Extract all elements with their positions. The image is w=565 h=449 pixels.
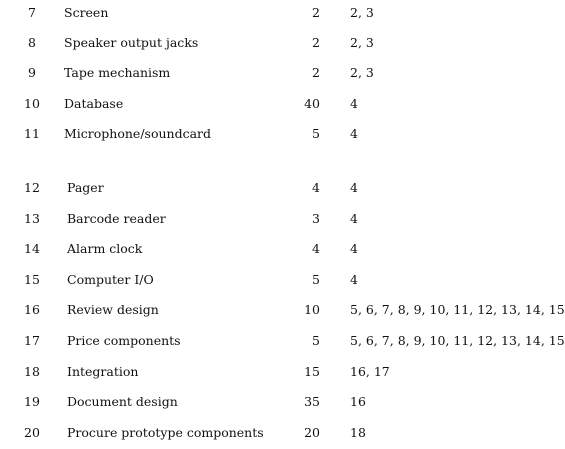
task-predecessors: 2, 3 bbox=[350, 35, 374, 50]
task-number: 8 bbox=[28, 35, 36, 50]
task-name: Database bbox=[64, 96, 124, 111]
task-duration: 2 bbox=[312, 65, 320, 80]
task-number: 19 bbox=[24, 394, 40, 409]
table-row bbox=[0, 178, 522, 198]
task-duration: 2 bbox=[312, 35, 320, 50]
task-duration: 4 bbox=[312, 180, 320, 195]
task-duration: 35 bbox=[304, 394, 320, 409]
task-name: Pager bbox=[67, 180, 104, 195]
task-number: 7 bbox=[28, 5, 36, 20]
task-number: 16 bbox=[24, 302, 40, 317]
task-predecessors: 16, 17 bbox=[350, 364, 390, 379]
task-duration: 5 bbox=[312, 126, 320, 141]
task-name: Review design bbox=[67, 302, 159, 317]
table-row bbox=[0, 331, 565, 351]
task-duration: 3 bbox=[312, 211, 320, 226]
task-name: Procure prototype components bbox=[67, 425, 264, 440]
task-predecessors: 4 bbox=[350, 272, 358, 287]
task-number: 11 bbox=[24, 126, 40, 141]
task-number: 10 bbox=[24, 96, 40, 111]
task-name: Microphone/soundcard bbox=[64, 126, 212, 141]
task-name: Tape mechanism bbox=[64, 65, 171, 80]
table-row bbox=[0, 94, 522, 114]
task-number: 20 bbox=[24, 425, 40, 440]
task-number: 14 bbox=[24, 241, 40, 256]
task-predecessors: 18 bbox=[350, 425, 366, 440]
task-duration: 10 bbox=[304, 302, 320, 317]
task-number: 12 bbox=[24, 180, 40, 195]
task-number: 18 bbox=[24, 364, 40, 379]
table-row bbox=[0, 63, 522, 83]
task-name: Alarm clock bbox=[67, 241, 143, 256]
task-predecessors: 4 bbox=[350, 211, 358, 226]
task-duration: 15 bbox=[304, 364, 320, 379]
task-name: Screen bbox=[64, 5, 109, 20]
task-number: 17 bbox=[24, 333, 40, 348]
table-row bbox=[0, 239, 522, 259]
task-name: Computer I/O bbox=[67, 272, 154, 287]
task-predecessors: 4 bbox=[350, 96, 358, 111]
task-duration: 20 bbox=[304, 425, 320, 440]
task-name: Price components bbox=[67, 333, 181, 348]
task-predecessors: 4 bbox=[350, 126, 358, 141]
task-number: 13 bbox=[24, 211, 40, 226]
task-duration: 4 bbox=[312, 241, 320, 256]
table-row bbox=[0, 209, 522, 229]
task-duration: 5 bbox=[312, 272, 320, 287]
table-row bbox=[0, 300, 565, 320]
table-row bbox=[0, 33, 522, 53]
task-predecessors: 5, 6, 7, 8, 9, 10, 11, 12, 13, 14, 15 bbox=[350, 333, 565, 348]
task-number: 9 bbox=[28, 65, 36, 80]
task-name: Barcode reader bbox=[67, 211, 166, 226]
task-name: Integration bbox=[67, 364, 139, 379]
table-row bbox=[0, 3, 522, 23]
task-name: Document design bbox=[67, 394, 178, 409]
task-predecessors: 2, 3 bbox=[350, 5, 374, 20]
task-duration: 40 bbox=[304, 96, 320, 111]
task-duration: 5 bbox=[312, 333, 320, 348]
table-row bbox=[0, 392, 522, 412]
table-row bbox=[0, 270, 522, 290]
task-duration: 2 bbox=[312, 5, 320, 20]
task-predecessors: 5, 6, 7, 8, 9, 10, 11, 12, 13, 14, 15 bbox=[350, 302, 565, 317]
task-predecessors: 4 bbox=[350, 241, 358, 256]
table-row bbox=[0, 423, 522, 443]
table-row bbox=[0, 124, 522, 144]
table-row bbox=[0, 362, 522, 382]
task-number: 15 bbox=[24, 272, 40, 287]
task-predecessors: 4 bbox=[350, 180, 358, 195]
task-predecessors: 16 bbox=[350, 394, 366, 409]
task-name: Speaker output jacks bbox=[64, 35, 199, 50]
task-predecessors: 2, 3 bbox=[350, 65, 374, 80]
